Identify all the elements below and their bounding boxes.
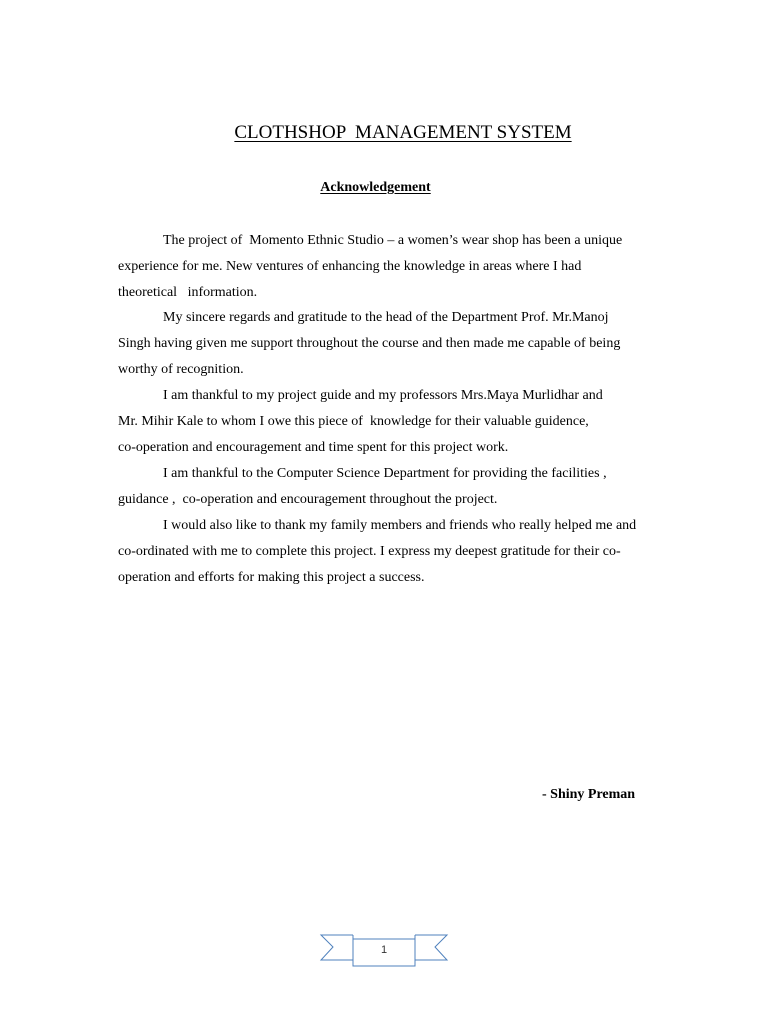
section-heading: Acknowledgement: [320, 180, 431, 195]
paragraph-line: guidance , co-operation and encouragement throughout the project.: [118, 492, 498, 507]
document-title: CLOTHSHOP MANAGEMENT SYSTEM: [234, 122, 572, 143]
paragraph-line: worthy of recognition.: [118, 362, 244, 377]
paragraph-line: experience for me. New ventures of enhancing the knowledge in areas where I had: [118, 259, 582, 274]
paragraph-line: Singh having given me support throughout the course and then made me capable of being: [118, 336, 621, 351]
paragraph-line: Mr. Mihir Kale to whom I owe this piece of knowledge for their valuable guidence,: [118, 414, 589, 429]
paragraph-line: My sincere regards and gratitude to the head of the Department Prof. Mr.Manoj: [163, 310, 609, 325]
page-number: 1: [380, 944, 388, 956]
paragraph-line: co-operation and encouragement and time spent for this project work.: [118, 440, 509, 455]
paragraph-line: co-ordinated with me to complete this project. I express my deepest gratitude for their co-: [118, 544, 621, 559]
paragraph-line: theoretical information.: [118, 285, 258, 300]
paragraph-line: The project of Momento Ethnic Studio – a women’s wear shop has been a unique: [163, 233, 623, 248]
paragraph-line: I would also like to thank my family members and friends who really helped me and: [163, 518, 637, 533]
paragraph-line: I am thankful to the Computer Science Department for providing the facilities ,: [163, 466, 607, 481]
signature: - Shiny Preman: [542, 787, 636, 802]
paragraph-line: operation and efforts for making this project a success.: [118, 570, 425, 585]
paragraph-line: I am thankful to my project guide and my professors Mrs.Maya Murlidhar and: [163, 388, 603, 403]
